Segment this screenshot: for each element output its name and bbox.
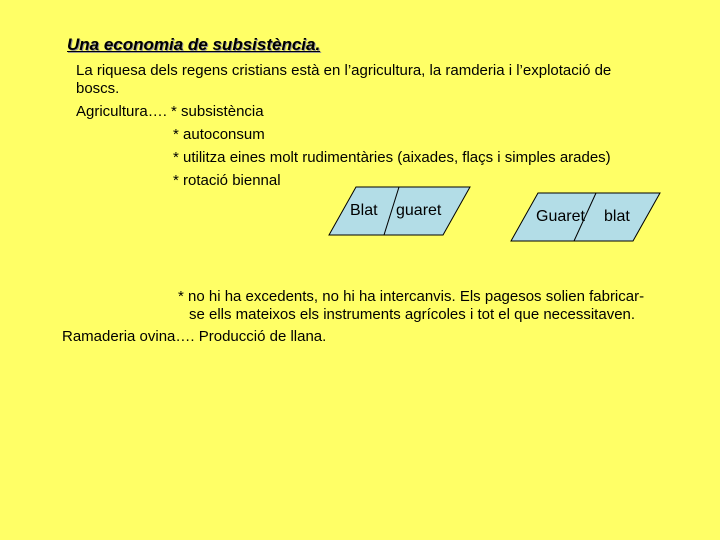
right-label-blat: blat	[604, 208, 630, 225]
page-title: Una economia de subsistència.	[67, 35, 321, 54]
agriculture-label: Agricultura…. * subsistència	[76, 103, 264, 120]
intro-line-2: boscs.	[76, 80, 120, 97]
excedents-line-2: se ells mateixos els instruments agrícoles i tot el que necessitaven.	[189, 306, 636, 323]
excedents-line-1: * no hi ha excedents, no hi ha intercanvis. Els pagesos solien fabricar-	[178, 288, 645, 305]
ramaderia-line: Ramaderia ovina…. Producció de llana.	[62, 328, 327, 345]
left-label-guaret: guaret	[396, 202, 442, 219]
bullet-rotacio: * rotació biennal	[173, 172, 281, 189]
left-label-blat: Blat	[350, 202, 378, 219]
bullet-autoconsum: * autoconsum	[173, 126, 265, 143]
right-label-guaret: Guaret	[536, 208, 585, 225]
rotation-diagram-right	[511, 192, 661, 242]
bullet-eines: * utilitza eines molt rudimentàries (aixades, flaçs i simples arades)	[173, 149, 611, 166]
intro-line-1: La riquesa dels regens cristians està en l’agricultura, la ramderia i l’explotació de	[76, 62, 612, 79]
